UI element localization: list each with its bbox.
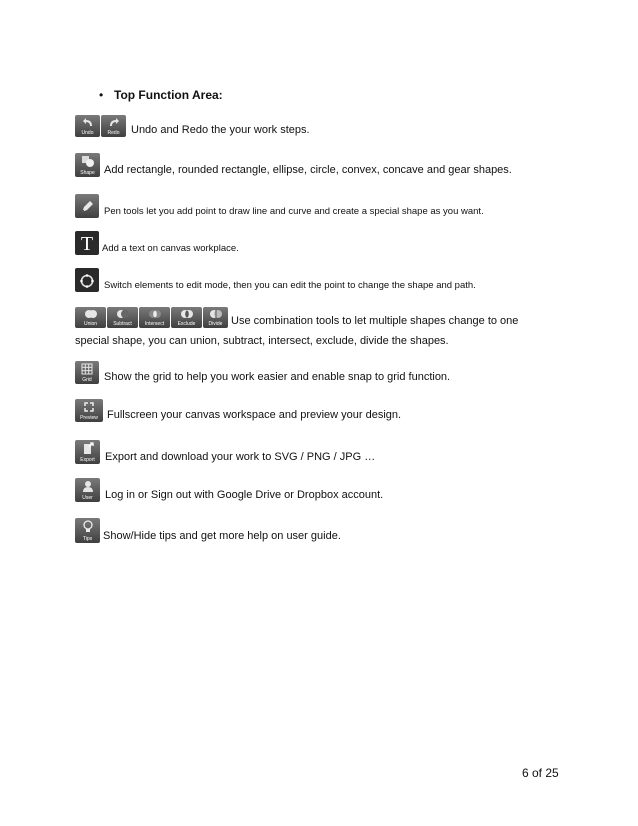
- user-button[interactable]: [75, 478, 100, 502]
- page-number: 6 of 25: [522, 766, 559, 780]
- bullet: •: [99, 88, 104, 102]
- row-shape: [75, 153, 512, 177]
- row-combination: [75, 307, 518, 328]
- shape-button[interactable]: [75, 153, 100, 177]
- row-text-continuation: special shape, you can union, subtract, intersect, exclude, divide the shapes.: [75, 335, 449, 347]
- shape-label: Shape: [80, 170, 95, 176]
- row-preview: [75, 399, 401, 422]
- text-button[interactable]: [75, 231, 99, 255]
- subtract-icon: [116, 309, 130, 319]
- divide-icon: [209, 309, 223, 319]
- row-text: Export and download your work to SVG / PNG / JPG …: [105, 451, 376, 463]
- intersect-icon: [148, 309, 162, 319]
- intersect-button[interactable]: [139, 307, 170, 328]
- redo-button[interactable]: [101, 115, 126, 137]
- row-undo-redo: [75, 115, 310, 137]
- section-heading: [99, 88, 223, 102]
- exclude-label: Exclude: [177, 321, 196, 327]
- export-label: Export: [80, 457, 95, 463]
- exclude-button[interactable]: [171, 307, 202, 328]
- row-text: Show the grid to help you work easier and enable snap to grid function.: [104, 371, 451, 383]
- text-icon: T: [80, 232, 94, 255]
- grid-label: Grid: [82, 377, 92, 383]
- grid-icon: [81, 363, 93, 375]
- intersect-label: Intersect: [144, 321, 165, 327]
- undo-label: Undo: [81, 130, 94, 136]
- tips-button[interactable]: [75, 518, 100, 543]
- row-text: Add rectangle, rounded rectangle, ellipse, circle, convex, concave and gear shapes.: [104, 164, 512, 176]
- union-icon: [84, 309, 98, 319]
- tips-label: Tips: [82, 536, 93, 542]
- row-grid: [75, 361, 450, 384]
- row-tips: [75, 518, 341, 543]
- export-button[interactable]: [75, 440, 100, 464]
- undo-icon: [82, 117, 94, 127]
- subtract-button[interactable]: [107, 307, 138, 328]
- row-pen: [75, 194, 484, 218]
- row-text: Show/Hide tips and get more help on user guide.: [103, 530, 341, 542]
- export-icon: [82, 442, 94, 455]
- row-text-tool: [75, 231, 239, 255]
- union-label: Union: [83, 321, 98, 327]
- preview-button[interactable]: [75, 399, 103, 422]
- user-label: User: [82, 495, 93, 501]
- row-text: Switch elements to edit mode, then you can edit the point to change the shape and path.: [104, 280, 476, 291]
- subtract-label: Subtract: [113, 321, 132, 327]
- row-text: Fullscreen your canvas workspace and preview your design.: [107, 409, 402, 421]
- redo-label: Redo: [107, 130, 120, 136]
- undo-button[interactable]: [75, 115, 100, 137]
- preview-label: Preview: [80, 415, 98, 421]
- section-title: Top Function Area:: [114, 88, 223, 102]
- shape-icon: [81, 155, 95, 168]
- preview-icon: [83, 401, 95, 413]
- row-text: Pen tools let you add point to draw line and curve and create a special shape as you want.: [104, 206, 484, 217]
- row-user: [75, 478, 383, 502]
- exclude-icon: [180, 309, 194, 319]
- redo-icon: [108, 117, 120, 127]
- row-text: Log in or Sign out with Google Drive or Dropbox account.: [105, 489, 384, 501]
- divide-label: Divide: [208, 321, 223, 327]
- union-button[interactable]: [75, 307, 106, 328]
- grid-button[interactable]: [75, 361, 99, 384]
- user-icon: [82, 480, 94, 493]
- divide-button[interactable]: [203, 307, 228, 328]
- row-text: Use combination tools to let multiple shapes change to one: [231, 315, 519, 327]
- edit-point-button[interactable]: [75, 268, 99, 292]
- row-export: [75, 440, 375, 464]
- row-text: Undo and Redo the your work steps.: [131, 124, 310, 136]
- pen-icon: [79, 199, 95, 215]
- tips-icon: [82, 520, 94, 533]
- pen-button[interactable]: [75, 194, 99, 218]
- row-edit-points: [75, 268, 476, 292]
- row-text: Add a text on canvas workplace.: [102, 243, 239, 254]
- edit-point-icon: [79, 273, 95, 289]
